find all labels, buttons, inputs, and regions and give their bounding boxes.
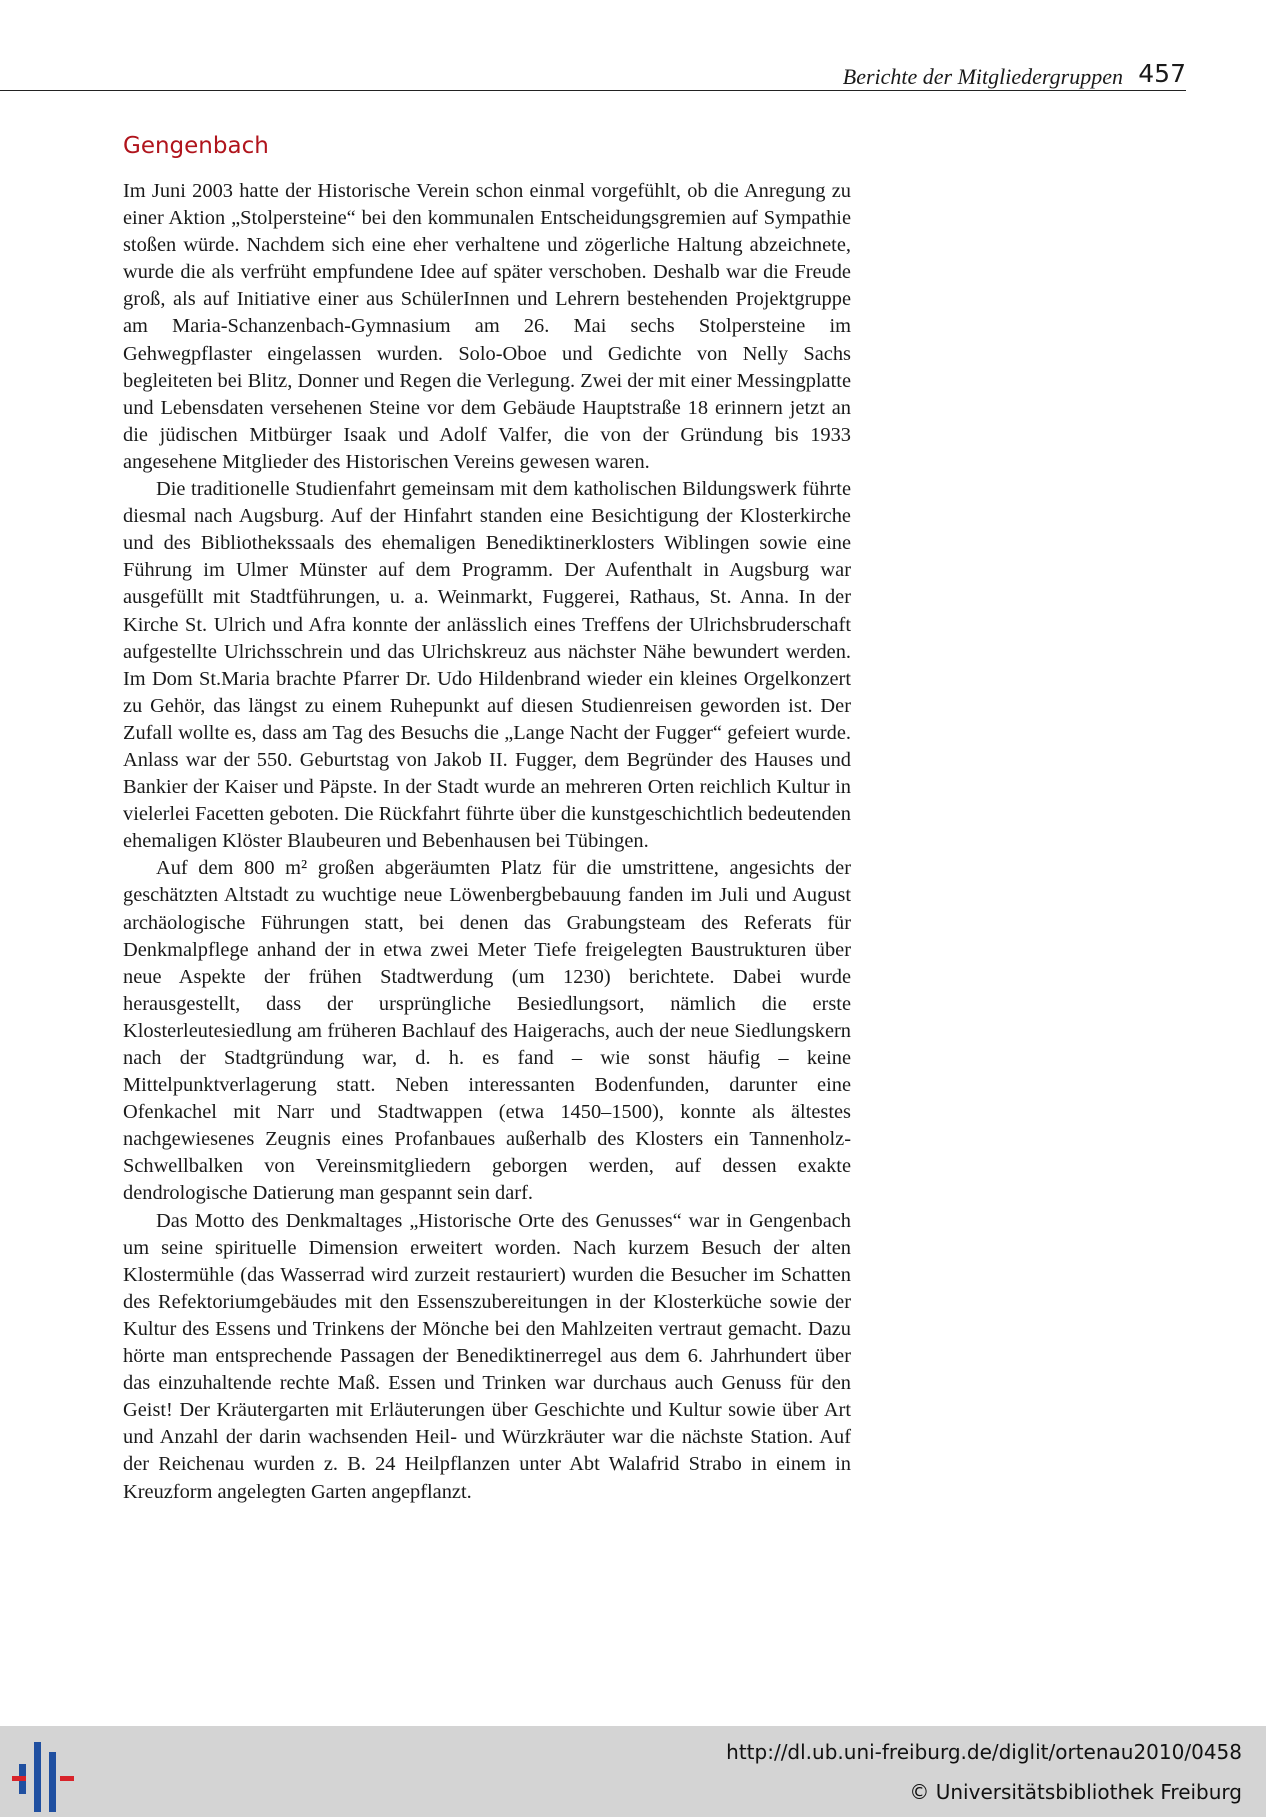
running-header: [0, 56, 1186, 91]
footer-copyright: © Universitätsbibliothek Freiburg: [909, 1780, 1242, 1804]
footer-bar: [0, 1726, 1266, 1817]
body-paragraph: Auf dem 800 m² großen abgeräumten Platz für die umstrittene, angesichts der geschätzten Altstadt zu wuchtige neue Löwenbergbebauung fanden im Juli und August archäologische Führungen statt, bei denen das Grabungsteam des Referats für Denkmalpflege anhand der in etwa zwei Meter Tiefe freigelegten Baustrukturen über neue Aspekte der frühen Stadtwerdung (um 1230) berichtete. Dabei wurde herausgestellt, dass der ursprüngliche Besiedlungsort, nämlich die erste Klosterleutesiedlung am früheren Bachlauf des Haigerachs, auch der neue Siedlungskern nach der Stadtgründung war, d. h. es fand – wie sonst häufig – keine Mittelpunktverlagerung statt. Neben interessanten Bodenfunden, darunter eine Ofenkachel mit Narr und Stadtwappen (etwa 1450–1500), konnte als ältestes nachgewiesenes Zeugnis eines Profanbaues außerhalb des Klosters ein Tannenholz-Schwellbalken von Vereinsmitgliedern geborgen werden, auf dessen exakte dendrologische Datierung man gespannt sein darf.: [123, 857, 851, 1205]
body-paragraph: Die traditionelle Studienfahrt gemeinsam mit dem katholischen Bildungswerk führte diesmal nach Augsburg. Auf der Hinfahrt standen eine Besichtigung der Klosterkirche und des Bibliothekssaals des ehemaligen Benediktinerklosters Wiblingen sowie eine Führung im Ulmer Münster auf dem Programm. Der Aufenthalt in Augsburg war ausgefüllt mit Stadtführungen, u. a. Weinmarkt, Fuggerei, Rathaus, St. Anna. In der Kirche St. Ulrich und Afra konnte der anlässlich eines Treffens der Ulrichsbruderschaft aufgestellte Ulrichsschrein und das Ulrichskreuz aus nächster Nähe bewundert werden. Im Dom St.Maria brachte Pfarrer Dr. Udo Hildenbrand wieder ein kleines Orgelkonzert zu Gehör, das längst zu einem Ruhepunkt auf diesen Studienreisen geworden ist. Der Zufall wollte es, dass am Tag des Besuchs die „Lange Nacht der Fugger“ gefeiert wurde. Anlass war der 550. Geburtstag von Jakob II. Fugger, dem Begründer des Hauses und Bankier der Kaiser und Päpste. In der Stadt wurde an mehreren Orten reichlich Kultur in vielerlei Facetten geboten. Die Rückfahrt führte über die kunstgeschichtlich bedeutenden ehemaligen Klöster Blaubeuren und Bebenhausen bei Tübingen.: [123, 478, 851, 853]
ub-freiburg-logo-icon: [12, 1742, 82, 1812]
article-body: [123, 178, 851, 1506]
body-paragraph: Das Motto des Denkmaltages „Historische Orte des Genusses“ war in Gengenbach um seine spirituelle Dimension erweitert worden. Nach kurzem Besuch der alten Klostermühle (das Wasserrad wird zurzeit restauriert) wurden die Besucher im Schatten des Refektoriumgebäudes mit den Essenszubereitungen in der Klosterküche sowie der Kultur des Essens und Trinkens der Mönche bei den Mahlzeiten vertraut gemacht. Dazu hörte man entsprechende Passagen der Benediktinerregel aus dem 6. Jahrhundert über das einzuhaltende rechte Maß. Essen und Trinken war durchaus auch Genuss für den Geist! Der Kräutergarten mit Erläuterungen über Geschichte und Kultur sowie über Art und Anzahl der darin wachsenden Heil- und Würzkräuter war die nächste Station. Auf der Reichenau wurden z. B. 24 Heilpflanzen unter Abt Walafrid Strabo in einem in Kreuzform angelegten Garten angepflanzt.: [123, 1209, 851, 1503]
footer-url-link[interactable]: http://dl.ub.uni-freiburg.de/diglit/ortenau2010/0458: [726, 1740, 1242, 1764]
section-heading: Gengenbach: [123, 133, 269, 159]
body-paragraph: Im Juni 2003 hatte der Historische Verein schon einmal vorgefühlt, ob die Anregung zu einer Aktion „Stolpersteine“ bei den kommunalen Entscheidungsgremien auf Sympathie stoßen würde. Nachdem sich eine eher verhaltene und zögerliche Haltung abzeichnete, wurde die als verfrüht empfundene Idee auf später verschoben. Deshalb war die Freude groß, als auf Initiative einer aus SchülerInnen und Lehrern bestehenden Projektgruppe am Maria-Schanzenbach-Gymnasium am 26. Mai sechs Stolpersteine im Gehwegpflaster eingelassen wurden. Solo-Oboe und Gedichte von Nelly Sachs begleiteten bei Blitz, Donner und Regen die Verlegung. Zwei der mit einer Messingplatte und Lebensdaten versehenen Steine vor dem Gebäude Hauptstraße 18 erinnern jetzt an die jüdischen Mitbürger Isaak und Adolf Valfer, die von der Gründung bis 1933 angesehene Mitglieder des Historischen Vereins gewesen waren.: [123, 180, 851, 473]
running-header-title: Berichte der Mitgliedergruppen: [842, 64, 1123, 89]
page-number: 457: [1138, 59, 1186, 88]
